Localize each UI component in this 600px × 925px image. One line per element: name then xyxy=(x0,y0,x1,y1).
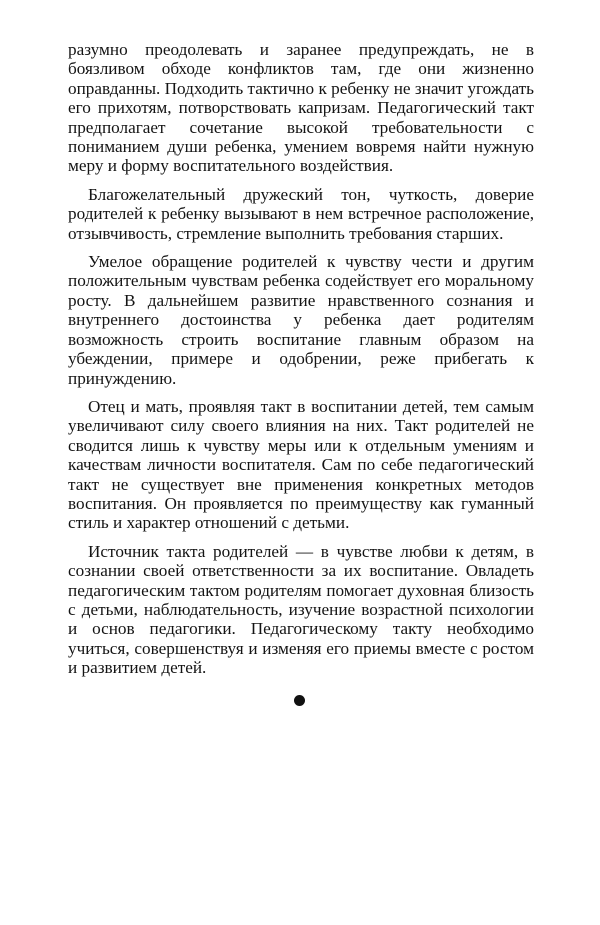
paragraph-1: разумно преодолевать и заранее предупреждать, не в боязливом обходе конфликтов там, где они жизненно оправданны. Подходить тактично к ребенку не значит угождать его прихотям, потворствовать капризам. Педагогический такт предполагает сочетание высокой требовательности с пониманием души ребенка, умением вовремя найти нужную меру и форму воспитательного воздействия. xyxy=(68,40,534,176)
paragraph-3: Умелое обращение родителей к чувству чести и другим положительным чувствам ребенка содействует его моральному росту. В дальнейшем развитие нравственного сознания и внутреннего достоинства у ребенка дает родителям возможность строить воспитание главным образом на убеждении, примере и одобрении, реже прибегать к принуждению. xyxy=(68,252,534,388)
section-end-bullet-icon xyxy=(294,695,305,706)
paragraph-4: Отец и мать, проявляя такт в воспитании детей, тем самым увеличивают силу своего влияния на них. Такт родителей не сводится лишь к чувству меры или к отдельным умениям и качествам личности воспитателя. Сам по себе педагогический такт не существует вне применения конкретных методов воспитания. Он проявляется по преимуществу как гуманный стиль и характер отношений с детьми. xyxy=(68,396,534,533)
page-body xyxy=(68,40,534,687)
paragraph-5: Источник такта родителей — в чувстве любви к детям, в сознании своей ответственности за их воспитание. Овладеть педагогическим тактом родителям помогает духовная близость с детьми, наблюдательность, изучение возрастной психологии и основ педагогики. Педагогическому такту необходимо учиться, совершенствуя и изменяя его приемы вместе с ростом и развитием детей. xyxy=(68,541,534,678)
paragraph-2: Благожелательный дружеский тон, чуткость, доверие родителей к ребенку вызывают в нем встречное расположение, отзывчивость, стремление выполнить требования старших. xyxy=(68,184,534,243)
